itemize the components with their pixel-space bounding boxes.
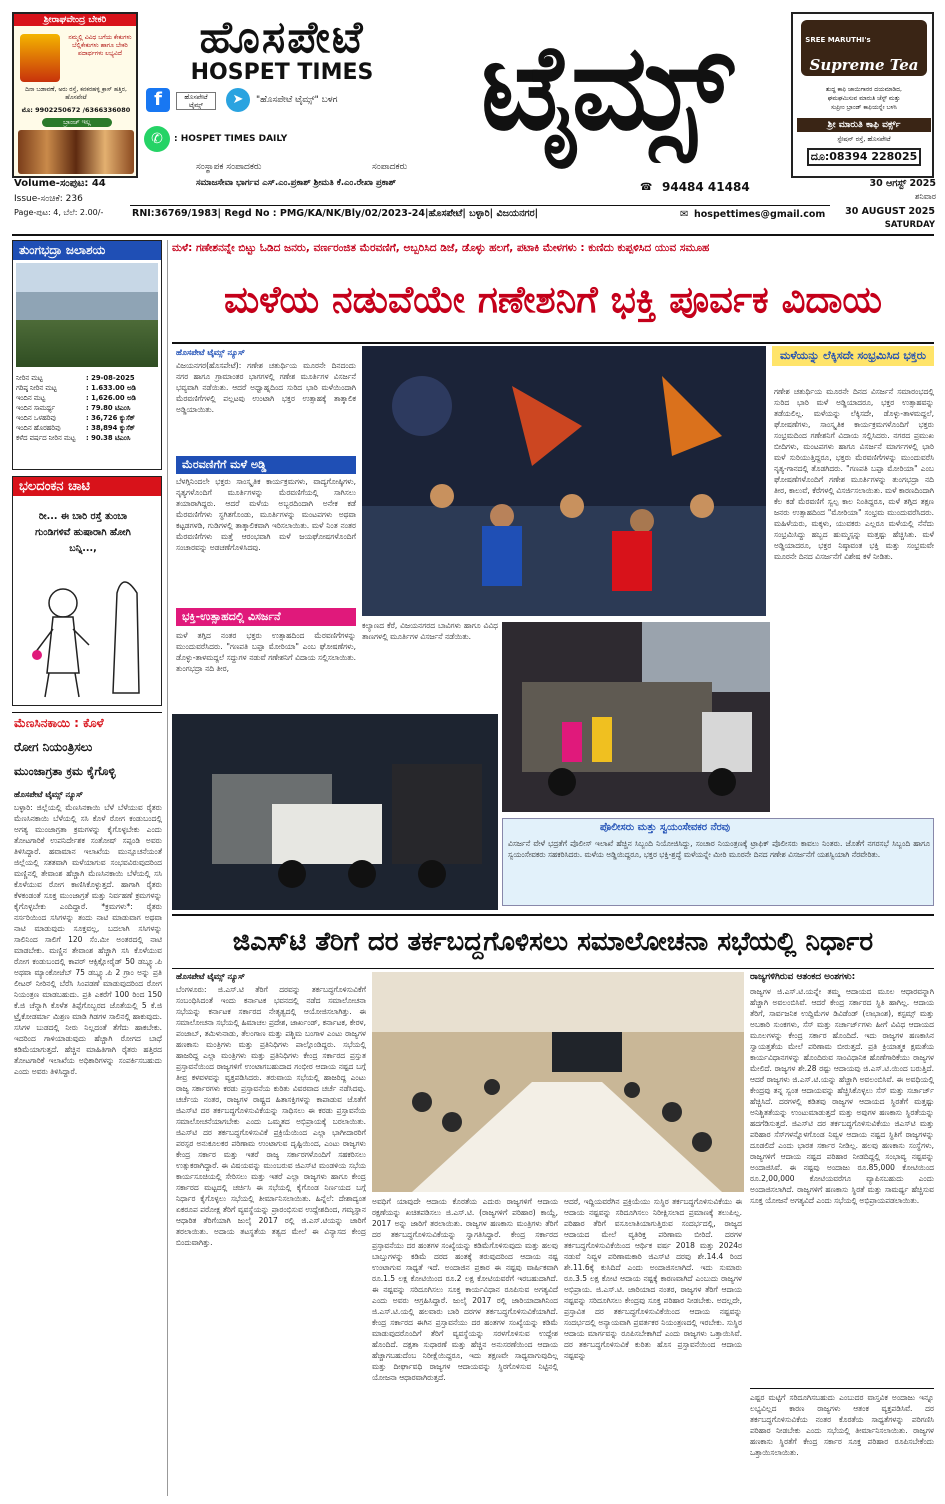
tea-ad — [791, 12, 934, 178]
lead-photo-truck-right-art — [502, 622, 770, 812]
gst-photo-meeting-art — [372, 972, 744, 1192]
dam-row — [16, 433, 158, 443]
gst-photo-meeting — [372, 972, 744, 1192]
masthead-kn-title-big: ಟೈಮ್ಸ್ — [480, 18, 730, 156]
lead-headline: ಮಳೆಯ ನಡುವೆಯೇ ಗಣೇಶನಿಗೆ ಭಕ್ತಿ ಪೂರ್ವಕ ವಿದಾಯ — [223, 278, 883, 321]
bakery-ad-logo — [20, 34, 60, 82]
cartoon-title: ಭಲದಂಕನ ಚಾಟಿ — [13, 477, 161, 496]
left-story-head3: ಮುಂಜಾಗ್ರತಾ ಕ್ರಮ ಕೈಗೊಳ್ಳಿ — [14, 764, 116, 778]
gst-col3: ಆದರೆ, ಇದ್ದಿಯವರೆಗಿನ ಪ್ರಕ್ರಿಯೆಯು ಸುಸ್ಥಿರ ತರ್ಕಬದ್ಧಗೊಳಿಸುವಿಕೆಯು ಈ ಆದಾಯ ನಷ್ಟವನ್ನು ಸರಿದೂಗಿಸಲು ನಿರೀಕ್ಷಿಸಲಾದ ಪ್ರಮಾಣಕ್ಕೆ ತಲುಪಿಲ್ಲ. ಪರಿಹಾರ ತೆರಿಗೆ ವಸೂಲಾತಿಯಾಗುತ್ತಿರುವ ಸಂದರ್ಭದಲ್ಲಿ, ರಾಜ್ಯದ ಆದಾಯದ ಮೇಲೆ ವ್ಯತಿರಿಕ್ತ ಪರಿಣಾಮ ಬೀರಿದೆ. ದರಗಳ ತರ್ಕಬದ್ಧಗೊಳಿಸುವಿಕೆಯಿಂದ ಆರ್ಥಿಕ ವರ್ಷ 2018 ಮತ್ತು 2024ರ ನಡುವೆ ನಿವ್ವಳ ಪರಿಣಾಮಕಾರಿ ಜಿಎಸ್‌ಟಿ ದರವು ಶೇ.14.4 ರಿಂದ ಶೇ.11.6ಕ್ಕೆ ಕುಸಿದಿದೆ ಎಂದು ಅಂದಾಜಿಸಲಾಗಿದೆ. ಇದು ಸುಮಾರು ರೂ.3.5 ಲಕ್ಷ ಕೋಟಿ ಆದಾಯ ನಷ್ಟಕ್ಕೆ ಕಾರಣವಾಗಿದೆ ಎಂಬುದು ರಾಜ್ಯಗಳ ಅಭಿಪ್ರಾಯ. ಜಿ.ಎಸ್.ಟಿ. ಜಾರಿಯಾದ ನಂತರ, ರಾಜ್ಯಗಳ ತೆರಿಗೆ ಆದಾಯ ನಷ್ಟವನ್ನು ಸರಿದೂಗಿಸಲು ಕೇಂದ್ರವು ಸೂಕ್ತ ಪರಿಹಾರ ನೀಡಬೇಕು. ಅದಲ್ಲದೇ, ಪ್ರಸ್ತಾವಿತ ದರ ತರ್ಕಬದ್ಧಗೊಳಿಸುವಿಕೆಯಿಂದ ಆದಾಯ ನಷ್ಟವನ್ನು ಸಂದರ್ಭದಲ್ಲಿ ಅನ್ಯಾಯವಾಗಿ ಪ್ರವರ್ತಕರ ನಿಯಂತ್ರಣದಲ್ಲಿ ಇರಬೇಕು. ಸುಸ್ಥಿರ ಆದಾಯ ಮಾರ್ಗವನ್ನು ರೂಪಿಸಬೇಕಾಗಿದೆ ಎಂದು ರಾಜ್ಯಗಳು ಒತ್ತಾಯಿಸಿವೆ. ದರ ತರ್ಕಬದ್ಧಗೊಳಿಸುವಿಕೆ ಕುರಿತು ಹೊಸ ಪ್ರಸ್ತಾವನೆಯಿಂದ ಆದಾಯ ನಷ್ಟವನ್ನು — [564, 1197, 742, 1360]
left-column-divider — [167, 240, 168, 1496]
gst-byline: ಹೊಸಪೇಟೆ ಟೈಮ್ಸ್ ನ್ಯೂಸ್ — [176, 972, 245, 981]
left-story-head2: ರೋಗ ನಿಯಂತ್ರಿಸಲು — [14, 740, 93, 754]
bakery-ad-address: ದಿನಾ ಬಡಾವಣೆ, ಅರು ರಸ್ತೆ, ಕನಕರಹಳ್ಳಿ ಕ್ರಾಸ್ ಹತ್ತಿರ, ಹೊಸಪೇಟೆ — [25, 86, 127, 101]
dam-row — [16, 423, 158, 433]
registration: RNI:36769/1983| Regd No : PMG/KA/NK/Bly/02/2023-24|ಹೊಸಪೇಟೆ| ಬಳ್ಳಾರಿ| ವಿಜಯನಗರ| — [132, 208, 539, 219]
tea-ad-shop: ಶ್ರೀ ಮಾರುತಿ ಕಾಫಿ ವರ್ಕ್ಸ್ — [797, 118, 931, 132]
tea-ad-line2: ಘಮಘಮಿಸುವ ಮಾರುತಿ ಚೆಸ್ಟ್ ಮತ್ತು — [827, 95, 901, 102]
dam-row — [16, 383, 158, 393]
bakery-ad-title: ಶ್ರೀರಾಘವೇಂದ್ರ ಬೇಕರಿ — [14, 14, 136, 26]
dam-table — [16, 373, 158, 443]
dam-row — [16, 403, 158, 413]
date-en: 30 AUGUST 2025 — [845, 206, 935, 217]
gst-headline: ಜಿಎಸ್‌ಟಿ ತೆರಿಗೆ ದರ ತರ್ಕಬದ್ದಗೊಳಿಸಲು ಸಮಾಲೋಚನಾ ಸಭೆಯಲ್ಲಿ ನಿರ್ಧಾರ — [232, 927, 874, 957]
masthead-phone: 94484 41484 — [662, 180, 750, 194]
bakery-ad-phone: ಮೊ: 9902250672 /6366336080 — [21, 106, 131, 114]
lead-bottom-rule — [172, 914, 934, 916]
date-kn: 30 ಆಗಸ್ಟ್ 2025 — [869, 178, 936, 189]
dam-row — [16, 393, 158, 403]
telegram-icon[interactable]: ➤ — [226, 88, 250, 112]
left-story-body: ಬಳ್ಳಾರಿ: ಜಿಲ್ಲೆಯಲ್ಲಿ ಮೆಣಸಿನಕಾಯಿ ಬೆಳೆ ಬೆಳೆಯುವ ರೈತರು ಮೆಣಸಿನಕಾಯಿ ಬೆಳೆಯಲ್ಲಿ ಸಸಿ ಕೊಳೆ ರೋಗ ಕಂಡುಬಂದಲ್ಲಿ ಅಗತ್ಯ ಮುಂಜಾಗ್ರತಾ ಕ್ರಮಗಳನ್ನು ಕೈಗೊಳ್ಳಬೇಕು ಎಂದು ತೋಟಗಾರಿಕೆ ಉಪನಿರ್ದೇಶಕ ಸಂತೋಷ್ ಸಪ್ಪಂಡಿ ಅವರು ತಿಳಿಸಿದ್ದಾರೆ. ಹವಾಮಾನ ಇಲಾಖೆಯ ಮುನ್ಸೂಚನೆಯಂತೆ ಜಿಲ್ಲೆಯಲ್ಲಿ ಸತತವಾಗಿ ಮಳೆಯಾಗುವ ಸಂಭವವಿರುವುದರಿಂದ ಮಣ್ಣಿನಲ್ಲಿ ತೇವಾಂಶ ಹೆಚ್ಚಾಗಿ ಮೆಣಸಿನಕಾಯಿ ಬೆಳೆಯಲ್ಲಿ ಸಸಿ ಕೊಳೆಯುವ ರೋಗ ಕಾಣಿಸಿಕೊಳ್ಳುತ್ತದೆ. ಹಾಗಾಗಿ ರೈತರು ಕೆಳಕಂಡಂತೆ ಸೂಕ್ತ ಮುಂಜಾಗ್ರತೆ ಮತ್ತು ನಿರ್ವಹಣೆ ಕ್ರಮಗಳನ್ನು ಕೈಗೊಳ್ಳಬೇಕು ಎಂದಿದ್ದಾರೆ. *ಕ್ರಮಗಳು*: ರೈತರು ನರ್ಸರಿಯಿಂದ ಸಸಿಗಳನ್ನು ತಂದು ನಾಟಿ ಮಾಡುವಾಗ ಅಥವಾ ನಾಟಿ ಮಾಡುವುದು ಸೂಕ್ತವಲ್ಲ, ಬದಲಾಗಿ ಸಸಿಗಳನ್ನು ಸಾಲಿನಿಂದ ಸಾಲಿಗೆ 120 ಸೆಂ.ಮೀ ಅಂತರದಲ್ಲಿ ನಾಟಿ ಮಾಡಬೇಕು. ಮಣ್ಣಿನ ತೇವಾಂಶ ಹೆಚ್ಚಾಗಿ ಸಸಿ ಕೊಳೆಯುವ ರೋಗ ಕಂಡುಬಂದಲ್ಲಿ ಕಾಪರ್ ಆಕ್ಸಿಕ್ಲೋರೈಡ್ 50 ಡಬ್ಲ್ಯೂ.ಪಿ ಅಥವಾ ಮ್ಯಾಂಕೋಜೆಬ್ 75 ಡಬ್ಲ್ಯೂ.ಪಿ 2 ಗ್ರಾಂ ಅನ್ನು ಪ್ರತಿ ಲೀಟರ್ ನೀರಿನಲ್ಲಿ ಬೆರೆಸಿ ಸಿಂಪಡಣೆ ಮಾಡುವುದರಿಂದ ರೋಗ ನಿಯಂತ್ರಣ ಮಾಡಬಹುದು. ಪ್ರತಿ ಎಕರೆಗೆ 100 ರಿಂದ 150 ಕೆ.ಜಿ ಚೆನ್ನಾಗಿ ಕೊಳೆತ ತಿಪ್ಪೆಗೊಬ್ಬರದ ಜೊತೆಯಲ್ಲಿ 5 ಕೆ.ಜಿ ಟ್ರೈಕೋಡರ್ಮಾ ಮಿಶ್ರಣ ಮಾಡಿ ಗಿಡಗಳ ಸಾಲಿನಲ್ಲಿ ಹಾಕುವುದು. ಸಸಿಗಳ ಬುಡದಲ್ಲಿ ನೀರು ನಿಲ್ಲದಂತೆ ತೆಗೆದು ಹಾಕಬೇಕು. ಇದರಿಂದ ಗಾಳಿಯಾಡುವುದು ಹೆಚ್ಚಾಗಿ ರೋಗದ ಬಾಧೆ ಕಡಿಮೆಯಾಗುತ್ತದೆ. ಹೆಚ್ಚಿನ ಮಾಹಿತಿಗಾಗಿ ರೈತರು ಹತ್ತಿರದ ತೋಟಗಾರಿಕೆ ಇಲಾಖೆಯ ಅಧಿಕಾರಿಗಳನ್ನು ಸಂಪರ್ಕಿಸಬಹುದು ಎಂದು ಅವರು ತಿಳಿಸಿದ್ದಾರೆ. — [14, 803, 162, 1076]
tea-ad-line1: ಶುದ್ಧ ಕಾಫಿ ಜಾಯಿಗಾರರ ದಯಮಾಡಿದ, — [826, 86, 902, 93]
masthead-rule-bottom — [12, 234, 934, 236]
tea-ad-phone: ದೂ:08394 228025 — [807, 148, 921, 166]
gst-col1: ಬೆಂಗಳೂರು: ಜಿ.ಎಸ್.ಟಿ ತೆರಿಗೆ ದರವನ್ನು ತರ್ಕಬದ್ಧಗೊಳಿಸುವಿಕೆಗೆ ಸಂಬಂಧಿಸಿದಂತೆ ಇಂದು ಕರ್ನಾಟಕ ಭವನದಲ್ಲಿ ನಡೆದ ಸಮಾಲೋಚನಾ ಸಭೆಯನ್ನು ಕರ್ನಾಟಕ ಸರ್ಕಾರದ ನೇತೃತ್ವದಲ್ಲಿ ಆಯೋಜಿಸಲಾಗಿತ್ತು. ಈ ಸಮಾಲೋಚನಾ ಸಭೆಯಲ್ಲಿ ಹಿಮಾಚಲ ಪ್ರದೇಶ, ಜಾರ್ಖಂಡ್, ಕರ್ನಾಟಕ, ಕೇರಳ, ಪಂಜಾಬ್, ತಮಿಳುನಾಡು, ತೆಲಂಗಾಣ ಮತ್ತು ಪಶ್ಚಿಮ ಬಂಗಾಳ ಎಂಟು ರಾಜ್ಯಗಳ ಹಣಕಾಸು ಮಂತ್ರಿಗಳು ಮತ್ತು ಪ್ರತಿನಿಧಿಗಳು ಪಾಲ್ಗೊಂಡಿದ್ದರು. ಸಭೆಯಲ್ಲಿ ಹಾಜರಿದ್ದ ಎಲ್ಲಾ ಮಂತ್ರಿಗಳು ಮತ್ತು ಪ್ರತಿನಿಧಿಗಳು ಕೇಂದ್ರ ಸರ್ಕಾರದ ಪ್ರಸ್ತುತ ಪ್ರಸ್ತಾವನೆಯಿಂದ ರಾಜ್ಯಗಳಿಗೆ ಉಂಟಾಗಬಹುದಾದ ಗಂಭೀರ ಆದಾಯ ನಷ್ಟದ ಬಗ್ಗೆ ತೀವ್ರ ಕಳವಳವನ್ನು ವ್ಯಕ್ತಪಡಿಸಿದರು. ತರುವಾಯ ಸಭೆಯಲ್ಲಿ ಹಾಜರಿದ್ದ ಎಂಟು ರಾಜ್ಯ ಸರ್ಕಾರಗಳು ಕರಡು ಪ್ರಸ್ತಾವನೆಯ ಕುರಿತು ವಿವರವಾದ ಚರ್ಚೆ ನಡೆಸಿದವು. ಚರ್ಚೆಯ ನಂತರ, ರಾಜ್ಯಗಳ ರಾಷ್ಟ್ರದ ಹಿತಾಸಕ್ತಿಗಳನ್ನು ಕಾಪಾಡುವ ಜೊತೆಗೆ ಜಿಎಸ್‌ಟಿ ದರ ತರ್ಕಬದ್ಧಗೊಳಿಸುವಿಕೆಯನ್ನು ಸಾಧಿಸಲು ಈ ಕರಡು ಪ್ರಸ್ತಾವನೆಯ ಸಮಾಲೋಚನೆಯಾಗಬೇಕು ಎಂದು ಒಮ್ಮತದ ಅಭಿಪ್ರಾಯಕ್ಕೆ ಬರಲಾಯಿತು. ಜಿಎಸ್‌ಟಿ ದರ ತರ್ಕಬದ್ಧಗೊಳಿಸುವಿಕೆ ಪ್ರಕ್ರಿಯೆಯಿಂದ ಎಲ್ಲಾ ಭಾಗೀದಾರರಿಗೆ ಪರಸ್ಪರ ಅನುಕೂಲಕರ ಪರಿಣಾಮ ಉಂಟಾಗುವ ದೃಷ್ಟಿಯಿಂದ, ಎಂಟು ರಾಜ್ಯಗಳು ಕೇಂದ್ರ ಸರ್ಕಾರ ಮತ್ತು ಇತರೆ ರಾಜ್ಯ ಸರ್ಕಾರಗಳೊಂದಿಗೆ ಸಹಕರಿಸಲು ಉತ್ಸುಕರಾಗಿದ್ದಾರೆ. ಈ ವಿಷಯವನ್ನು ಮುಂಬರುವ ಜಿಎಸ್‌ಟಿ ಮಂಡಳಿಯ ಸಭೆಯ ಕಾರ್ಯಸೂಚಿಯಲ್ಲಿ ಸೇರಿಸಲು ಮತ್ತು ಇತರೆ ಎಲ್ಲಾ ರಾಜ್ಯಗಳು ಹಾಗೂ ಕೇಂದ್ರ ಸರ್ಕಾರದ ಮಟ್ಟದಲ್ಲಿ ಚರ್ಚಿಸಿ ಈ ಸಭೆಯಲ್ಲಿ ಕೈಗೊಂಡ ನಿರ್ಣಯದ ಬಗ್ಗೆ ನಿರ್ಧಾರ ಕೈಗೊಳ್ಳಲು ಸಭೆಯಲ್ಲಿ ತೀರ್ಮಾನಿಸಲಾಯಿತು. ಹಿನ್ನೆಲೆ: ದೇಶಾದ್ಯಂತ ಏಕರೂಪ ಪರೋಕ್ಷ ತೆರಿಗೆ ವ್ಯವಸ್ಥೆಯನ್ನು ಪ್ರಾರಂಭಿಸುವ ಉದ್ದೇಶದಿಂದ, ಗಮ್ಯಸ್ಥಾನ ಆಧಾರಿತ ತೆರಿಗೆಯಾಗಿ ಜುಲೈ 2017 ರಲ್ಲಿ ಜಿ.ಎಸ್.ಟಿಯನ್ನು ಜಾರಿಗೆ ತರಲಾಯಿತು. ಅದಾಯ ತಟಸ್ಥತೆಯ ತತ್ವದ ಮೇಲೆ ಈ ವಿನ್ಯಾಸದ ಕೇಂದ್ರ ಬಿಂದುವಾಗಿತ್ತು. — [176, 985, 366, 1247]
whatsapp-label[interactable]: : HOSPET TIMES DAILY — [174, 134, 288, 144]
dam-row-key: ಇಂದಿನ ಒಳಹರಿವು — [16, 414, 56, 422]
lead-rule — [172, 342, 934, 344]
phone-icon: ☎ — [640, 182, 653, 193]
issue: Issue-ಸಂಚಿಕೆ: 236 — [14, 194, 83, 204]
dam-row-value: : 90.38 ಟಿಎಂಸಿ — [86, 434, 131, 442]
lead-photo-procession-art — [362, 346, 766, 616]
bakery-ad-cake-photo — [18, 130, 134, 174]
lead-sub2-body: ಮಳೆ ತಗ್ಗಿದ ನಂತರ ಭಕ್ತರು ಉತ್ಸಾಹದಿಂದ ಮೆರವಣಿಗೆಗಳನ್ನು ಮುಂದುವರೆಸಿದರು. "ಗಣಪತಿ ಬಪ್ಪಾ ಮೋರಿಯಾ" ಎಂಬ ಘೋಷಣೆಗಳು, ಡೊಳ್ಳು-ತಾಳಮದ್ದಲೆ ಸದ್ದುಗಳ ನಡುವೆ ಗಣೇಶನಿಗೆ ವಿದಾಯ ಸಲ್ಲಿಸಲಾಯಿತು. ತುಂಗಭದ್ರಾ ನದಿ ತೀರ, — [176, 631, 356, 673]
founder-names: ಸಮಾಜಸೇವಾ ಭಾರ್ಗವ ಎಸ್.ಎಂ.ಪ್ರಕಾಶ್ ಶ್ರೀಮತಿ ಕೆ.ಎಂ.ರೇಖಾ ಪ್ರಕಾಶ್ — [196, 178, 397, 188]
dam-row-value: : 79.80 ಟಿಎಂಸಿ — [86, 404, 131, 412]
editor-label: ಸಂಪಾದಕರು — [372, 162, 408, 172]
lead-mid-caption: ಕಲ್ಯಾಣದ ಕೆರೆ, ವಿಜಯನಗರದ ಬಾವಿಗಳು ಹಾಗೂ ವಿವಿಧ ತಾಣಗಳಲ್ಲಿ ಮೂರ್ತಿಗಳ ವಿಸರ್ಜನೆ ನಡೆಯಿತು. — [362, 621, 498, 641]
cartoon-box — [12, 476, 162, 706]
lead-byline: ಹೊಸಪೇಟೆ ಟೈಮ್ಸ್ ನ್ಯೂಸ್ — [176, 348, 245, 357]
tea-ad-title: Supreme Tea — [809, 56, 919, 74]
tea-ad-line3: ಸುಪ್ರೀಂ ಬ್ರಾಂಡ್ ಕಾಫಿಯನ್ನೇ ಬಳಸಿ — [831, 104, 897, 111]
lead-right-head: ಮಳೆಯನ್ನು ಲೆಕ್ಕಿಸದೇ ಸಂಭ್ರಮಿಸಿದ ಭಕ್ತರು — [772, 346, 934, 366]
volume: Volume-ಸಂಪುಟ: 44 — [14, 178, 106, 189]
lead-sub1: ಮೆರವಣಿಗೆಗೆ ಮಳೆ ಅಡ್ಡಿ — [176, 456, 356, 474]
gst-rule — [172, 968, 934, 969]
masthead-rule-top — [130, 205, 830, 206]
facebook-label[interactable]: ಹೊಸಪೇಟೆ ಟೈಮ್ಸ್ — [176, 92, 216, 110]
pages: Page-ಪುಟ: 4, ಬೆಲೆ: 2.00/- — [14, 208, 104, 217]
dam-row-value: : 29-08-2025 — [86, 374, 135, 382]
cartoon-drawing — [13, 573, 161, 703]
lead-photo-truck-left-art — [172, 714, 498, 910]
police-body: ವಿಸರ್ಜನೆ ವೇಳೆ ಭದ್ರತೆಗೆ ಪೊಲೀಸ್ ಇಲಾಖೆ ಹೆಚ್ಚಿನ ಸಿಬ್ಬಂದಿ ನಿಯೋಜಿಸಿದ್ದು, ಸಂಚಾರ ನಿಯಂತ್ರಣಕ್ಕೆ ಟ್ರಾಫಿಕ್ ಪೊಲೀಸರು ಕಾವಲು ನಿಂತರು. ಜೊತೆಗೆ ನಗರಸಭೆ ಸಿಬ್ಬಂದಿ ಹಾಗೂ ಸ್ವಯಂಸೇವಕರು ಸಹಕರಿಸಿದರು. ಮಳೆಯ ಅಡ್ಡಿಯಿದ್ದರೂ, ಭಕ್ತರ ಭಕ್ತಿ-ಶ್ರದ್ಧೆ ಮಳೆಯನ್ನೇ ಮೀರಿ ಮೂರನೇ ದಿನದ ಗಣೇಶ ವಿಸರ್ಜನೆಗೆ ಯಶಸ್ವಿಯಾಗಿ ನೆರವೇರಿತು. — [508, 839, 930, 859]
lead-kicker: ಮಳೆ: ಗಣೇಶನನ್ನೇ ಬಿಟ್ಟು ಓಡಿದ ಜನರು, ವರ್ಣರಂಜಿತ ಮೆರವಣಿಗೆ, ಅಬ್ಬರಿಸಿದ ಡಿಜೆ, ಡೊಳ್ಳು ಹಲಗೆ, ಪಟಾಕಿ ಮೇಳಗಳು : ಕುಣಿದು ಕುಪ್ಪಳಿಸಿದ ಯುವ ಸಮೂಹ — [172, 242, 710, 254]
dam-row-key: ಗರಿಷ್ಠ ನೀರಿನ ಮಟ್ಟ — [16, 384, 57, 392]
facebook-icon[interactable]: f — [146, 88, 170, 112]
gst-col4-rule — [750, 1388, 934, 1389]
dam-row — [16, 413, 158, 423]
dam-row-key: ಇಂದಿನ ಸಾಮರ್ಥ್ಯ — [16, 404, 56, 412]
dam-row-key: ಇಂದಿನ ಮಟ್ಟ — [16, 394, 46, 402]
lead-intro: ವಿಜಯನಗರ(ಹೊಸಪೇಟೆ): ಗಣೇಶ ಚತುರ್ಥಿಯ ಮೂರನೇ ದಿನದಂದು ನಗರ ಹಾಗೂ ಗ್ರಾಮಾಂತರ ಭಾಗಗಳಲ್ಲಿ ಗಣೇಶ ಮೂರ್ತಿಗಳ ವಿಸರ್ಜನೆ ಭವ್ಯವಾಗಿ ನಡೆಯಿತು. ಆದರೆ ಅಧ್ವಾಹ್ನದಿಂದ ಸುರಿದ ಭಾರಿ ಮಳೆಯಿಂದಾಗಿ ಮೆರವಣಿಗೆಗಳಲ್ಲಿ ಪಲ್ಲಟವು ಉಂಟಾಗಿ ಭಕ್ತರ ಉತ್ಸಾಹಕ್ಕೆ ತಾತ್ಕಾಲಿಕ ಅಡ್ಡಿಯಾಯಿತು. — [176, 361, 356, 414]
whatsapp-icon[interactable]: ✆ — [144, 126, 170, 152]
lead-sub1-body: ಬೆಳಗ್ಗಿನಿಂದಲೇ ಭಕ್ತರು ಸಾಂಸ್ಕೃತಿಕ ಕಾರ್ಯಕ್ರಮಗಳು, ವಾದ್ಯಗೋಷ್ಠಿಗಳು, ನೃತ್ಯಗಳೊಂದಿಗೆ ಮೂರ್ತಿಗಳನ್ನು ಮೆರವಣಿಗೆಯಲ್ಲಿ ಸಾಗಿಸಲು ತಯಾರಾಗಿದ್ದರು. ಆದರೆ ಮಳೆಯ ಅಬ್ಬರದಿಂದಾಗಿ ಅನೇಕ ಕಡೆ ಮೆರವಣಿಗೆಗಳು ಸ್ಥಗಿತಗೊಂಡು, ಮೂರ್ತಿಗಳನ್ನು ಮಂಟಪಗಳು ಅಥವಾ ಕಟ್ಟಡಗಳಡಿ, ಗುಡಿಗಳಲ್ಲಿ ತಾತ್ಕಾಲಿಕವಾಗಿ ಇರಿಸಲಾಯಿತು. ಮಳೆ ನಿಂತ ನಂತರ ಮೆರವಣಿಗೆಗಳು ಮತ್ತೆ ಆರಂಭವಾಗಿ ಮಳೆ ಜಯಘೋಷಗಳೊಂದಿಗೆ ಸಂಚಾರವನ್ನು ಅಡಚಣೆಗೊಳಿಸಿದವು. — [176, 477, 356, 552]
gst-col4-end: ಎಷ್ಟರ ಮಟ್ಟಿಗೆ ಸರಿದೂಗಿಸಬಹುದು ಎಂಬುದರ ವಾಸ್ತವಿಕ ಅಂದಾಜು ಇನ್ನೂ ಲಭ್ಯವಿಲ್ಲದ ಕಾರಣ ರಾಜ್ಯಗಳು ಆತಂಕ ವ್ಯಕ್ತಪಡಿಸಿವೆ. ದರ ತರ್ಕಬದ್ಧಗೊಳಿಸುವಿಕೆಯ ನಂತರ ಕೊರತೆಯ ಸಾಧ್ಯತೆಗಳನ್ನು ಪರಿಗಣಿಸಿ ಪರಿಹಾರ ನೀಡಬೇಕು ಎಂದು ಸಭೆಯಲ್ಲಿ ತೀರ್ಮಾನಿಸಲಾಯಿತು. ರಾಜ್ಯಗಳ ಹಣಕಾಸು ಸ್ಥಿರತೆಗೆ ಕೇಂದ್ರ ಸರ್ಕಾರ ಸೂಕ್ತ ಪರಿಹಾರ ರೂಪಿಸಬೇಕೆಂದು ಒತ್ತಾಯಿಸಲಾಯಿತು. — [750, 1393, 934, 1457]
bakery-ad — [12, 12, 138, 178]
left-story-head1: ಮೆಣಸಿನಕಾಯಿ : ಕೊಳೆ — [14, 716, 104, 730]
dam-row-value: : 36,726 ಕ್ಯುಸೆಕ್ — [86, 414, 135, 422]
bakery-ad-tag: ಬ್ರಾಂಚ್ ಇಲ್ಲ — [42, 118, 112, 127]
lead-photo-truck-right — [502, 622, 770, 812]
day-kn: ಶನಿವಾರ — [914, 192, 936, 201]
founder-label: ಸಂಸ್ಥಾಪಕ ಸಂಪಾದಕರು — [196, 162, 262, 172]
email[interactable]: hospettimes@gmail.com — [694, 209, 826, 220]
dam-row — [16, 373, 158, 383]
dam-title: ತುಂಗಭದ್ರಾ ಜಲಾಶಯ — [13, 241, 161, 260]
gst-col4-head: ರಾಜ್ಯಗಳಿಗಿರುವ ಆತಂಕದ ಅಂಶಗಳು: — [750, 972, 856, 982]
dam-row-key: ನೀರಿನ ಮಟ್ಟ — [16, 374, 43, 382]
gst-col2: ಅವಧಿಗೆ ಯಾವುದೇ ಆದಾಯ ಕೊರತೆಯ ಎದುರು ರಾಜ್ಯಗಳಿಗೆ ಆದಾಯ ರಕ್ಷಣೆಯನ್ನು ಖಚಿತಪಡಿಸಲು ಜಿ.ಎಸ್.ಟಿ. (ರಾಜ್ಯಗಳಿಗೆ ಪರಿಹಾರ) ಕಾಯ್ದೆ, 2017 ಅನ್ನು ಜಾರಿಗೆ ತರಲಾಯಿತು. ರಾಜ್ಯಗಳ ಹಣಕಾಸು ಮಂತ್ರಿಗಳು ತೆರಿಗೆ ದರ ತರ್ಕಬದ್ಧಗೊಳಿಸುವಿಕೆಯನ್ನು ಸ್ವಾಗತಿಸಿದ್ದಾರೆ. ಕೇಂದ್ರ ಸರ್ಕಾರದ ಪ್ರಸ್ತಾವನೆಯು ದರ ಹಂತಗಳ ಸಂಖ್ಯೆಯನ್ನು ಕಡಿಮೆಗೊಳಿಸುವುದು ಮತ್ತು ಹಲವು ಬಾಬ್ತುಗಳನ್ನು ಕಡಿಮೆ ದರದ ಹಂತಕ್ಕೆ ತರುವುದರಿಂದ ಆದಾಯ ನಷ್ಟ ಉಂಟಾಗುವ ಸಾಧ್ಯತೆ ಇದೆ. ಅಂದಾಜಿನ ಪ್ರಕಾರ ಈ ನಷ್ಟವು ವಾರ್ಷಿಕವಾಗಿ ರೂ.1.5 ಲಕ್ಷ ಕೋಟಿಯಿಂದ ರೂ.2 ಲಕ್ಷ ಕೋಟಿಯವರೆಗೆ ಇರಬಹುದಾಗಿದೆ. ಈ ನಷ್ಟವನ್ನು ಸರಿದೂಗಿಸಲು ಸೂಕ್ತ ಕಾರ್ಯವಿಧಾನ ರೂಪಿಸುವ ಅಗತ್ಯವಿದೆ ಎಂದು ಅವರು ಆಗ್ರಹಿಸಿದ್ದಾರೆ. ಜುಲೈ 2017 ರಲ್ಲಿ ಜಾರಿಯಾದಾಗಿನಿಂದ ಜಿ.ಎಸ್.ಟಿ.ಯಲ್ಲಿ ಹಲವಾರು ಬಾರಿ ದರಗಳ ತರ್ಕಬದ್ಧಗೊಳಿಸುವಿಕೆಯಾಗಿದೆ. ಕೇಂದ್ರ ಸರ್ಕಾರದ ಈಗಿನ ಪ್ರಸ್ತಾವನೆಯು ದರ ಹಂತಗಳ ಸಂಖ್ಯೆಯನ್ನು ಕಡಿಮೆ ಮಾಡುವುದರೊಂದಿಗೆ ತೆರಿಗೆ ವ್ಯವಸ್ಥೆಯನ್ನು ಸರಳಗೊಳಿಸುವ ಉದ್ದೇಶ ಹೊಂದಿದೆ. ದಕ್ಷತಾ ಸುಧಾರಣೆ ಮತ್ತು ಹೆಚ್ಚಿನ ಅನುಸರಣೆಯಿಂದ ಆದಾಯ ಹೆಚ್ಚಾಗಬಹುದೆಂಬ ನಿರೀಕ್ಷೆಯಿದ್ದರೂ, ಇದು ತಕ್ಷಣವೇ ಸಾಧ್ಯವಾಗುವುದಿಲ್ಲ ಮತ್ತು ದೀರ್ಘಾವಧಿ ರಾಜ್ಯಗಳ ಆದಾಯವನ್ನು ಸ್ಥಿರಗೊಳಿಸುವ ನಿಟ್ಟಿನಲ್ಲಿ ಯೋಜನಾ ಆಧಾರವಾಗಿರುತ್ತದೆ. — [372, 1197, 558, 1382]
lead-sub2: ಭಕ್ತಿ-ಉತ್ಸಾಹದಲ್ಲಿ ವಿಸರ್ಜನೆ — [176, 608, 356, 626]
dam-row-value: : 1,626.00 ಅಡಿ — [86, 394, 136, 402]
cartoon-speech: ರೀ... ಈ ಬಾರಿ ರಸ್ತೆ ತುಂಬಾ ಗುಂಡಿಗಳಿವೆ ಹುಷಾರಾಗಿ ಹೋಗಿ ಬನ್ನಿ..., — [35, 511, 131, 554]
lead-right-body: ಗಣೇಶ ಚತುರ್ಥಿಯ ಮೂರನೇ ದಿನದ ವಿಸರ್ಜನೆ ಸಮಾರಂಭದಲ್ಲಿ ಸುರಿದ ಭಾರಿ ಮಳೆ ಅಡ್ಡಿಯಾದರೂ, ಭಕ್ತರ ಉತ್ಸಾಹವನ್ನು ತಡೆಯಲಿಲ್ಲ. ಮಳೆಯನ್ನು ಲೆಕ್ಕಿಸದೇ, ಡೊಳ್ಳು-ತಾಳಮದ್ದಲೆ, ಘೋಷಣೆಗಳು, ಸಾಂಸ್ಕೃತಿಕ ಕಾರ್ಯಕ್ರಮಗಳೊಂದಿಗೆ ಭಕ್ತರು ಸಂಭ್ರಮದಿಂದ ಗಣೇಶನಿಗೆ ವಿದಾಯ ಸಲ್ಲಿಸಿದರು. ನಗರದ ಪ್ರಮುಖ ಬೀದಿಗಳು, ಮಂಟಪಗಳು ಹಾಗೂ ವಿಸರ್ಜನೆ ಮಾರ್ಗಗಳಲ್ಲಿ ಭಾರಿ ಮಳೆ ಸುರಿಯುತ್ತಿದ್ದರೂ, ಭಕ್ತರು ಮೆರವಣಿಗೆಗಳನ್ನು ಮುಂದುವರೆಸಿ ನೃತ್ಯ-ಗಾನದಲ್ಲಿ ತೊಡಗಿದರು. "ಗಣಪತಿ ಬಪ್ಪಾ ಮೋರಿಯಾ" ಎಂಬ ಘೋಷಣೆಗಳೊಂದಿಗೆ ಗಣೇಶ ಮೂರ್ತಿಗಳನ್ನು ತುಂಗಭದ್ರಾ ನದಿ ತೀರ, ಕಾಲುವೆ, ಕೆರೆಗಳಲ್ಲಿ ವಿಸರ್ಜಿಸಲಾಯಿತು. ಮಳೆ ಕಾರಣದಿಂದಾಗಿ ಕೆಲ ಕಡೆ ಮೆರವಣಿಗೆ ಸ್ವಲ್ಪ ಕಾಲ ನಿಂತಿದ್ದರೂ, ಮಳೆ ತಗ್ಗಿದ ತಕ್ಷಣ ಜನರು ಉತ್ಸಾಹದಿಂದ "ಮೋರಿಯಾ" ಸಂಭ್ರಮ ಮುಂದುವರೆಸಿದರು. ಮಹಿಳೆಯರು, ಮಕ್ಕಳು, ಯುವಕರು ಎಲ್ಲರೂ ಮಳೆಯಲ್ಲಿ ನೆನೆದು ಸಂಭ್ರಮಿಸಿದ್ದು ಹಬ್ಬದ ಹುಮ್ಮಸ್ಸನ್ನು ಮತ್ತಷ್ಟು ಹೆಚ್ಚಿಸಿತು. ಮಳೆ ಅಡ್ಡಿಯಾದರೂ, ಭಕ್ತರ ನಿಷ್ಠಾವಂತ ಭಕ್ತಿ ಮತ್ತು ಸಂಭ್ರಮವೇ ಮೂರನೇ ದಿನದ ವಿಸರ್ಜನೆಗೆ ವಿಶೇಷ ಕಳೆ ನೀಡಿತು. — [774, 387, 934, 561]
masthead-en-title: HOSPET TIMES — [190, 60, 374, 85]
lead-photo-procession — [362, 346, 766, 616]
dam-row-value: : 38,894 ಕ್ಯುಸೆಕ್ — [86, 424, 135, 432]
dam-row-key: ಇಂದಿನ ಹೊರಹರಿವು — [16, 424, 61, 432]
left-story-rule — [12, 712, 162, 713]
tea-ad-brand: SREE MARUTHI's — [805, 36, 871, 44]
left-story-byline: ಹೊಸಪೇಟೆ ಟೈಮ್ಸ್ ನ್ಯೂಸ್ — [14, 790, 83, 799]
police-head: ಪೊಲೀಸರು ಮತ್ತು ಸ್ವಯಂಸೇವಕರ ನೆರವು — [600, 822, 730, 833]
bakery-ad-sub: ನಮ್ಮಲ್ಲಿ ವಿವಿಧ ಬಗೆಯ ಕೇಕುಗಳು ಬೆಲ್ಲಿಕೇಕುಗಳು ಹಾಗೂ ಬೇಕರಿ ಪದಾರ್ಥಗಳು ಲಭ್ಯವಿದೆ — [68, 34, 132, 57]
day-en: SATURDAY — [884, 220, 935, 230]
masthead-kn-title-small: ಹೊಸಪೇಟೆ — [199, 12, 365, 63]
tea-ad-addr: ಸ್ಟೇಷನ್ ರಸ್ತೆ, ಹೊಸಪೇಟೆ — [837, 135, 891, 143]
dam-row-value: : 1.633.00 ಅಡಿ — [86, 384, 136, 392]
dam-row-key: ಕಳೆದ ವರ್ಷದ ನೀರಿನ ಮಟ್ಟ — [16, 434, 76, 442]
gst-col4: ರಾಜ್ಯಗಳ ಜಿ.ಎಸ್.ಟಿ.ಯನ್ನೇ ತಮ್ಮ ಆದಾಯದ ಮೂಲ ಆಧಾರವನ್ನಾಗಿ ಹೆಚ್ಚಾಗಿ ಅವಲಂಬಿಸಿವೆ. ಆದರೆ ಕೇಂದ್ರ ಸರ್ಕಾರದ ಸ್ಥಿತಿ ಹಾಗಿಲ್ಲ. ಆದಾಯ ತೆರಿಗೆ, ಸಾರ್ವಜನಿಕ ಉದ್ದಿಮೆಗಳ ಡಿವಿಡೆಂಡ್ (ಲಾಭಾಂಶ), ಕಸ್ಟಮ್ಸ್ ಮತ್ತು ಅಬಕಾರಿ ಸುಂಕಗಳು, ಸೆಸ್ ಮತ್ತು ಸರ್ಚಾರ್ಜ್‌ಗಳು ಹೀಗೆ ವಿವಿಧ ಆದಾಯದ ಮೂಲಗಳನ್ನು ಕೇಂದ್ರ ಸರ್ಕಾರ ಹೊಂದಿದೆ. ಇದು ರಾಜ್ಯಗಳ ಹಣಕಾಸಿನ ಸ್ವಾಯತ್ತತೆಯ ಮೇಲೆ ಪರಿಣಾಮ ಬೀರುತ್ತದೆ. ಪ್ರತಿ ಕ್ರಿಯಾತ್ಮಕ ಕ್ಷಮತೆಯ ಕಾರ್ಯವಿಧಾನಗಳನ್ನು ಹೊಂದಿರುವ ಸಾಂವಿಧಾನಿಕ ಹೊಣೆಗಾರಿಕೆಯು ರಾಜ್ಯಗಳ ಮೇಲಿದೆ. ರಾಜ್ಯಗಳ ಶೇ.28 ರಷ್ಟು ಆದಾಯವು ಜಿ.ಎಸ್.ಟಿ.ಯಿಂದ ಬರುತ್ತಿದೆ. ಆದರೆ ರಾಜ್ಯಗಳು ಜಿ.ಎಸ್.ಟಿ.ಯನ್ನು ಹೆಚ್ಚಾಗಿ ಅವಲಂಬಿಸಿವೆ. ಈ ಅವಧಿಯಲ್ಲಿ ಕೇಂದ್ರವು ತನ್ನ ಸ್ವಂತ ಆದಾಯವನ್ನು ಹೆಚ್ಚಿಸಿಕೊಳ್ಳಲು ಸೆಸ್ ಮತ್ತು ಸರ್ಚಾರ್ಜ್ ಹೆಚ್ಚಿಸಿದೆ. ದರಗಳಲ್ಲಿ ಕಡಿತವು ರಾಜ್ಯಗಳ ಆದಾಯದ ಸ್ಥಿರತೆಗೆ ಮತ್ತಷ್ಟು ಅನಿಶ್ಚಿತತೆಯನ್ನು ಉಂಟುಮಾಡುತ್ತದೆ ಮತ್ತು ಅವುಗಳ ಹಣಕಾಸು ಸ್ಥಿರತೆಯನ್ನು ಹದಗೆಡಿಸುತ್ತದೆ. ಜಿಎಸ್‌ಟಿ ದರ ತರ್ಕಬದ್ಧಗೊಳಿಸುವಿಕೆಯು ಜಿಎಸ್‌ಟಿ ಮತ್ತು ಪರಿಹಾರ ಸೆಸ್‌ಗಳನ್ನೊಳಗೊಂಡ ನಿವ್ವಳ ಆದಾಯ ನಷ್ಟದ ಸ್ಥಿತಿಗೆ ರಾಜ್ಯಗಳನ್ನು ದೂಡಲಿದೆ ಎಂದು ಭಾರತ ಸರ್ಕಾರ ನೀಡಿಲ್ಲ. ಹಲವು ಹಣಕಾಸು ಸಂಸ್ಥೆಗಳು, ರಾಜ್ಯಗಳಿಗೆ ಆದಾಯ ನಷ್ಟದ ಪರಿಹಾರ ನೀಡದಿದ್ದಲ್ಲಿ ಸಂಭಾವ್ಯ ನಷ್ಟವನ್ನು ಅಂದಾಜಿಸಿವೆ. ಈ ನಷ್ಟವು ಅಂದಾಜು ರೂ.85,000 ಕೋಟಿಯಿಂದ ರೂ.2,00,000 ಕೋಟಿಯವರೆಗೂ ವ್ಯಾಪಿಸಬಹುದು ಎಂದು ಅಂದಾಜಿಸಲಾಗಿದೆ. ರಾಜ್ಯಗಳಿಗೆ ಹಣಕಾಸು ಸ್ಥಿರತೆ ಮತ್ತು ಸಾಮರ್ಥ್ಯ ಹೆಚ್ಚಿಸುವ ಸೂಕ್ತ ಯೋಜನೆ ಅಗತ್ಯವಿದೆ ಎಂದು ಸಭೆಯಲ್ಲಿ ಅಭಿಪ್ರಾಯಪಡಲಾಯಿತು. — [750, 987, 934, 1205]
lead-photo-truck-left — [172, 714, 498, 910]
telegram-label[interactable]: "ಹೊಸಪೇಟೆ ಟೈಮ್ಸ್" ಬಳಗ — [256, 95, 338, 105]
dam-photo — [16, 263, 158, 367]
email-icon: ✉ — [680, 209, 689, 220]
dam-box — [12, 240, 162, 470]
